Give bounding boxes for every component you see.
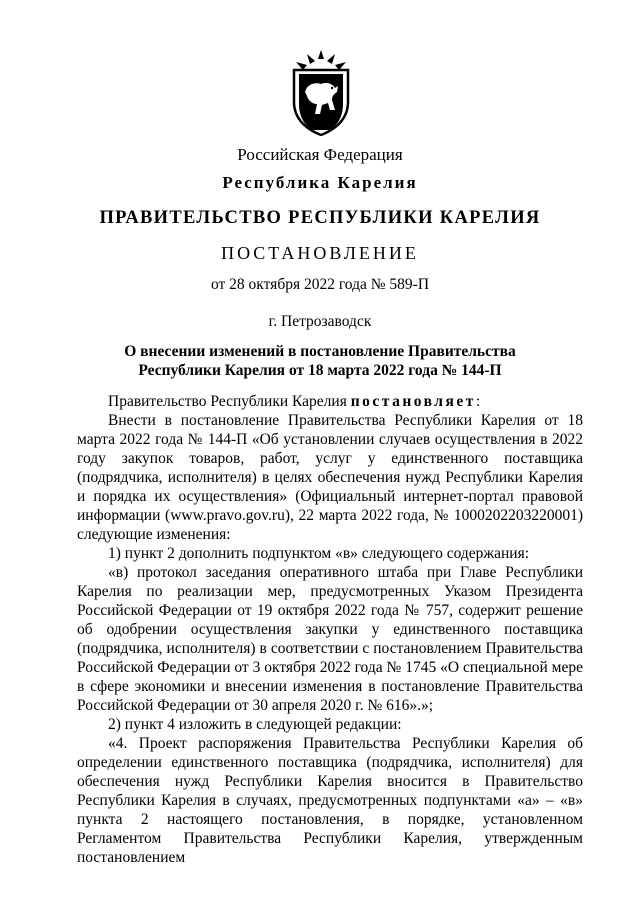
document-body [77,392,583,867]
government-title: ПРАВИТЕЛЬСТВО РЕСПУБЛИКИ КАРЕЛИЯ [99,208,541,228]
body-paragraph: 1) пункт 2 дополнить подпунктом «в» следующего содержания: [108,545,530,562]
country-name: Российская Федерация [237,145,403,164]
subject-line: О внесении изменений в постановление Правительства [124,343,516,360]
subject-line: Республики Карелия от 18 марта 2022 года № 144-П [138,362,502,379]
document-subject [0,342,640,380]
intro-paragraph [77,392,583,411]
intro-prefix: Правительство Республики Карелия [108,393,351,410]
document-city: г. Петрозаводск [268,313,372,330]
body-paragraph: 2) пункт 4 изложить в следующей редакции: [108,716,402,733]
body-paragraph: Внести в постановление Правительства Республики Карелия от 18 марта 2022 года № 144-П «Об установлении случаев осуществления в 2022 году закупок товаров, работ, услуг у единственного поставщика (подрядчика, исполнителя) в целях обеспечения нужд Республики Карелия и порядка их осуществления» (Официальный интернет-портал правовой информации (www.pravo.gov.ru), 22 марта 2022 года, № 1000202203220001) следующие изменения: [77,412,583,543]
document-type: ПОСТАНОВЛЕНИЕ [221,243,419,263]
body-paragraph: «в) протокол заседания оперативного штаба при Главе Республики Карелия по реализации мер, предусмотренных Указом Президента Российской Федерации от 19 октября 2022 года № 757, содержит решение об одобрении осуществления закупки у единственного поставщика (подрядчика, исполнителя) в соответствии с постановлением Правительства Российской Федерации от 3 октября 2022 года № 1745 «О специальной мере в сфере экономики и внесении изменения в постановление Правительства Российской Федерации от 30 апреля 2020 г. № 616».»; [77,564,583,714]
republic-name: Республика Карелия [222,173,418,192]
intro-verb: постановляет [350,393,476,410]
intro-suffix: : [475,393,481,410]
body-paragraph: «4. Проект распоряжения Правительства Республики Карелия об определении единственного поставщика (подрядчика, исполнителя) для обеспечения нужд Республики Карелия вносится в Правительство Республики Карелия в случаях, предусмотренных подпунктами «а» – «в» пункта 2 настоящего постановления, в порядке, установленном Регламентом Правительства Республики Карелия, утвержденным постановлением [77,735,583,866]
document-date-number: от 28 октября 2022 года № 589-П [210,276,430,293]
karelia-coat-of-arms-icon [288,50,354,136]
